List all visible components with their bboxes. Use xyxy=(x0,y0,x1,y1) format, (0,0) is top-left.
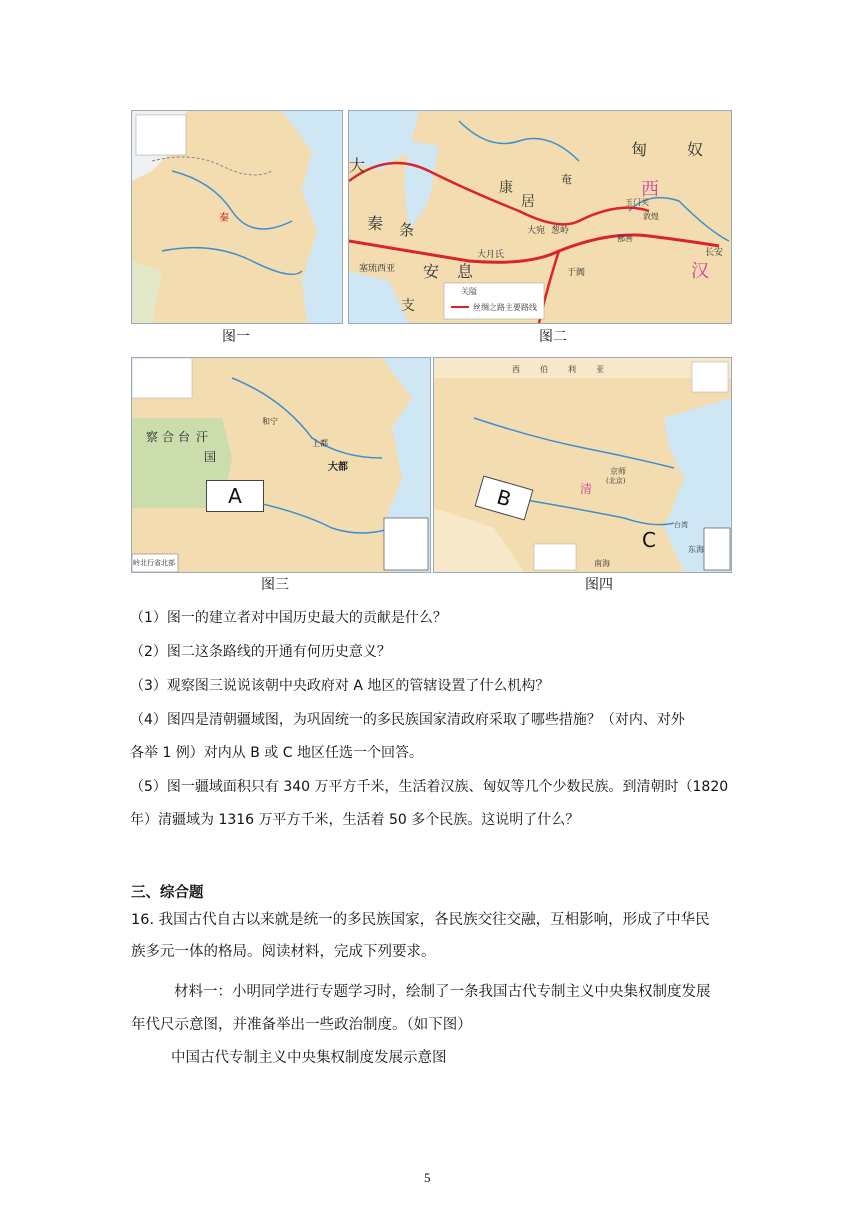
map-3-label-han: 汗 xyxy=(196,430,209,444)
map-figure-1 xyxy=(131,110,343,324)
map-4-label-bo: 伯 xyxy=(540,365,548,374)
map-2-label-dawan: 大宛 xyxy=(527,226,546,236)
map-2-label-an: 安 xyxy=(423,262,440,281)
map-2-label-han: 汉 xyxy=(691,261,709,282)
map-4-label-donghai: 东海 xyxy=(688,545,704,554)
map-1-terrain xyxy=(132,111,342,323)
map-4-label-li: 利 xyxy=(568,365,576,374)
question-3: （3）观察图三说说该朝中央政府对 A 地区的管辖设置了什么机构？ xyxy=(130,678,550,694)
figure-4-caption: 图四 xyxy=(585,577,613,593)
map-4-label-xi: 西 xyxy=(512,365,520,374)
map-2-label-yan: 奄 xyxy=(561,173,572,186)
map-3-label-he: 合 xyxy=(162,430,175,444)
map-3-bottom-left: 岭北行省北部 xyxy=(133,559,175,567)
map-4-terrain xyxy=(434,358,731,572)
question-4-line-1: （4）图四是清朝疆域图，为巩固统一的多民族国家清政府采取了哪些措施？（对内、对外 xyxy=(130,712,685,728)
map-2-label-xi: 西 xyxy=(641,179,659,200)
diagram-title: 中国古代专制主义中央集权制度发展示意图 xyxy=(171,1050,447,1066)
question-5-line-2: 年）清疆域为 1316 万平方千米，生活着 50 多个民族。这说明了什么？ xyxy=(130,812,580,828)
page-number: 5 xyxy=(424,1170,431,1185)
map-2-label-shanshan: 鄯善 xyxy=(617,234,633,243)
map-figure-3 xyxy=(131,357,431,573)
map-2-label-changan: 长安 xyxy=(705,248,724,258)
map-figure-4 xyxy=(433,357,732,573)
map-2-label-zhi: 支 xyxy=(401,298,415,314)
map-1-capital-qin: 秦 xyxy=(219,213,229,224)
map-2-label-tiao: 条 xyxy=(399,221,415,239)
marker-b: B xyxy=(475,475,534,520)
map-2-legend-silkroad: 丝绸之路主要路线 xyxy=(473,303,537,312)
map-2-label-dayuezhi: 大月氏 xyxy=(477,250,505,260)
map-3-label-tai: 台 xyxy=(178,430,191,444)
map-2-terrain xyxy=(349,111,731,323)
question-5-line-1: （5）图一疆域面积只有 340 万平方千米，生活着汉族、匈奴等几个少数民族。到清朝时（1820 xyxy=(130,779,729,795)
map-3-label-shangdu: 上都 xyxy=(312,439,328,448)
question-4-line-2: 各举 1 例）对内从 B 或 C 地区任选一个回答。 xyxy=(130,745,423,761)
map-3-label-cha: 察 xyxy=(146,430,159,444)
figure-2-caption: 图二 xyxy=(539,329,567,345)
marker-a: A xyxy=(206,480,264,512)
map-2-label-yutian: 于阗 xyxy=(567,268,586,278)
map-4-label-beijing: (北京) xyxy=(606,477,626,485)
map-figure-2 xyxy=(348,110,732,324)
map-2-label-xi-2: 息 xyxy=(457,262,474,281)
map-4-label-nanhai: 南海 xyxy=(594,559,610,568)
map-3-label-guo: 国 xyxy=(204,450,217,464)
map-4-label-qing: 清 xyxy=(580,482,593,496)
map-2-label-congling: 葱岭 xyxy=(551,226,570,236)
map-2-label-ju: 居 xyxy=(521,194,535,210)
map-2-legend-pass: 关隘 xyxy=(461,287,477,296)
figure-1-caption: 图一 xyxy=(222,329,250,345)
map-2-label-xiongnu-2: 奴 xyxy=(687,140,704,159)
marker-c: C xyxy=(642,528,656,552)
map-4-label-jingshi: 京师 xyxy=(610,467,626,476)
question-16-line-1: 16. 我国古代自古以来就是统一的多民族国家，各民族交往交融，互相影响，形成了中华民 xyxy=(131,912,710,928)
map-2-label-da: 大 xyxy=(349,156,366,175)
map-3-label-dadu: 大都 xyxy=(328,462,348,473)
question-2: （2）图二这条路线的开通有何历史意义？ xyxy=(130,644,391,660)
map-2-label-yumenguan: 玉门关 xyxy=(625,198,649,207)
map-4-label-ya: 亚 xyxy=(596,365,604,374)
map-2-label-dunhuang: 敦煌 xyxy=(643,212,659,221)
material-1-line-1: 材料一：小明同学进行专题学习时，绘制了一条我国古代专制主义中央集权制度发展 xyxy=(174,984,711,1000)
material-1-line-2: 年代尺示意图，并准备举出一些政治制度。（如下图） xyxy=(131,1017,472,1033)
question-1: （1）图一的建立者对中国历史最大的贡献是什么？ xyxy=(130,610,447,626)
map-3-label-hening: 和宁 xyxy=(262,417,278,426)
figure-3-caption: 图三 xyxy=(261,577,289,593)
section-heading: 三、综合题 xyxy=(131,885,204,901)
question-16-line-2: 族多元一体的格局。阅读材料，完成下列要求。 xyxy=(131,944,436,960)
map-2-label-seleucia: 塞琉西亚 xyxy=(359,264,396,274)
map-3-terrain xyxy=(132,358,430,572)
map-2-label-kang: 康 xyxy=(499,180,513,196)
map-2-label-xiongnu-1: 匈 xyxy=(631,140,648,159)
map-2-label-qin: 秦 xyxy=(367,214,384,233)
map-4-label-taiwan: 台湾 xyxy=(674,521,688,529)
